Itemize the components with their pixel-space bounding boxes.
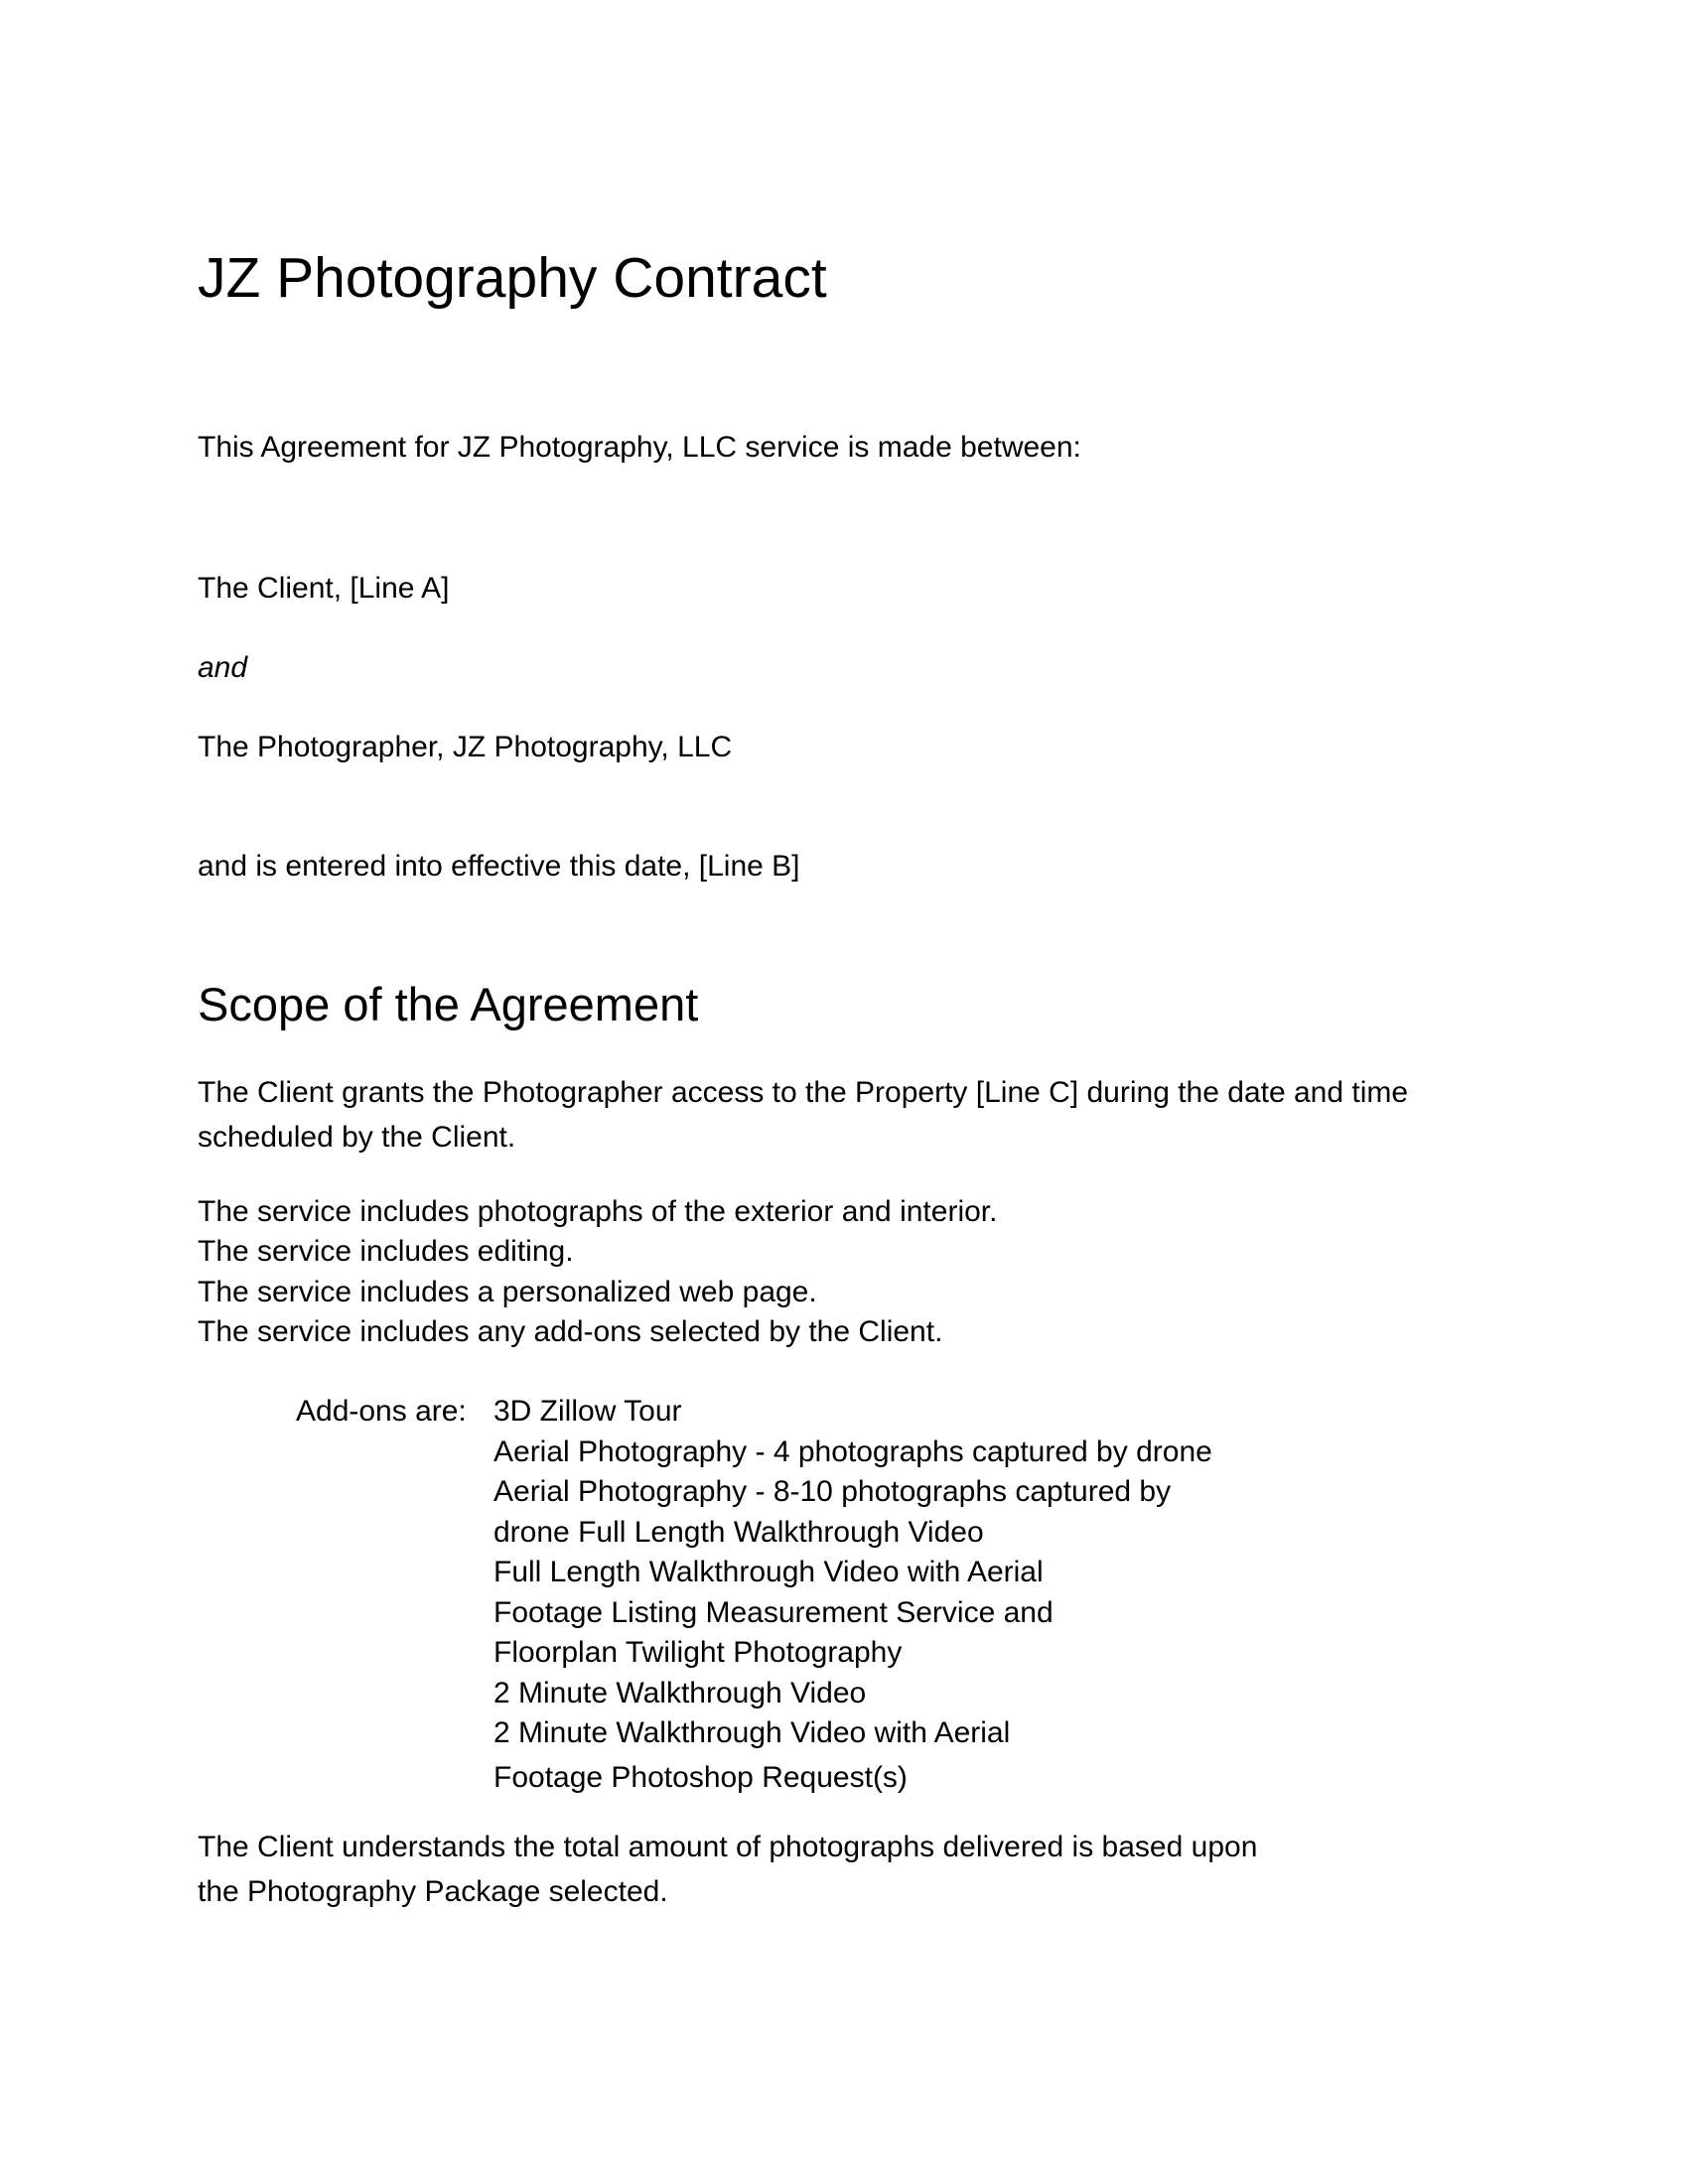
addon-line: Aerial Photography - 8-10 photographs captured by bbox=[493, 1475, 1172, 1508]
addon-line: drone Full Length Walkthrough Video bbox=[493, 1515, 984, 1549]
page-title: JZ Photography Contract bbox=[198, 246, 827, 310]
intro-paragraph: This Agreement for JZ Photography, LLC service is made between: bbox=[198, 431, 1081, 464]
and-conjunction: and bbox=[198, 651, 248, 684]
photographer-line: The Photographer, JZ Photography, LLC bbox=[198, 731, 733, 763]
closing-line-2: the Photography Package selected. bbox=[198, 1875, 668, 1908]
access-line-2: scheduled by the Client. bbox=[198, 1121, 516, 1154]
effective-date-line: and is entered into effective this date, [Line B] bbox=[198, 850, 800, 883]
addons-label: Add-ons are: bbox=[296, 1395, 467, 1428]
section-heading-scope: Scope of the Agreement bbox=[198, 978, 699, 1030]
access-line-1: The Client grants the Photographer access to the Property [Line C] during the date and time bbox=[198, 1076, 1409, 1109]
service-line: The service includes photographs of the exterior and interior. bbox=[198, 1195, 998, 1228]
addon-line: 3D Zillow Tour bbox=[493, 1395, 682, 1428]
service-line: The service includes editing. bbox=[198, 1235, 574, 1268]
client-line: The Client, [Line A] bbox=[198, 572, 450, 605]
addon-line: Footage Photoshop Request(s) bbox=[493, 1760, 908, 1794]
addon-line: 2 Minute Walkthrough Video with Aerial bbox=[493, 1716, 1011, 1749]
addon-line: Full Length Walkthrough Video with Aerial bbox=[493, 1556, 1044, 1588]
service-line: The service includes a personalized web page. bbox=[198, 1276, 817, 1308]
service-line: The service includes any add-ons selected by the Client. bbox=[198, 1315, 943, 1348]
addons-list bbox=[493, 1392, 1212, 1798]
addon-line: Footage Listing Measurement Service and bbox=[493, 1595, 1054, 1629]
addon-line: Aerial Photography - 4 photographs captured by drone bbox=[493, 1434, 1212, 1468]
closing-line-1: The Client understands the total amount of photographs delivered is based upon bbox=[198, 1831, 1258, 1863]
addon-line: Floorplan Twilight Photography bbox=[493, 1636, 903, 1669]
addon-line: 2 Minute Walkthrough Video bbox=[493, 1676, 867, 1709]
